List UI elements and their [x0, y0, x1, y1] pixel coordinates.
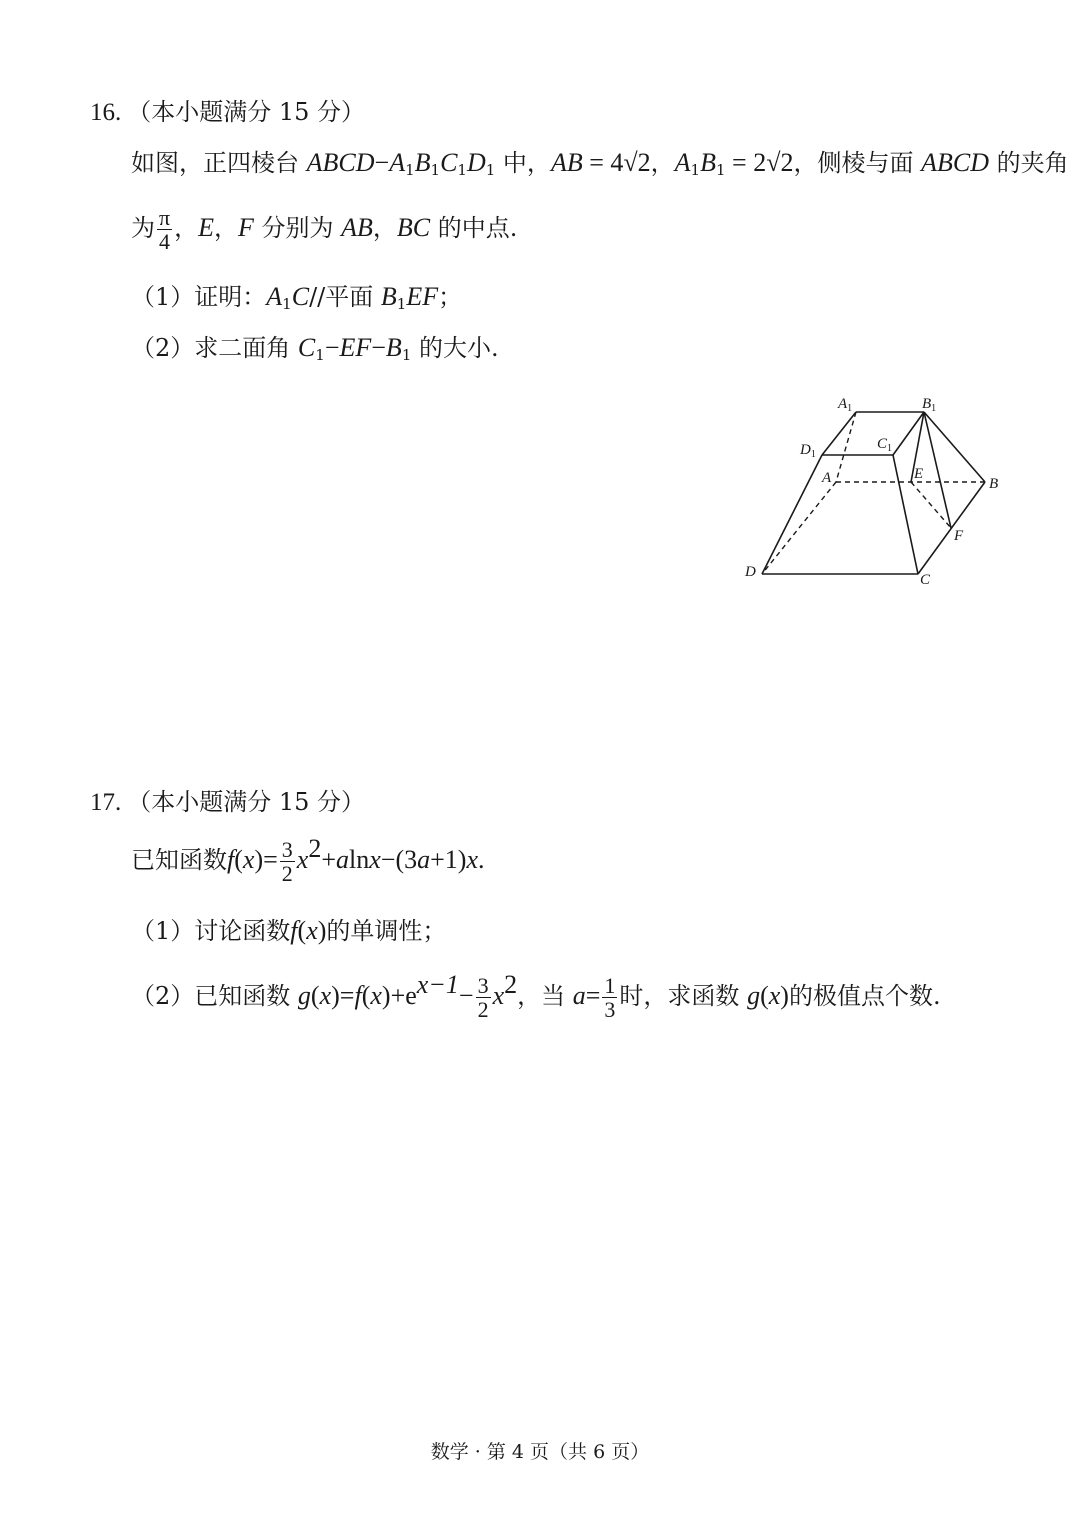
- frustum-edges: [762, 412, 985, 574]
- span: 证明：: [194, 283, 267, 311]
- sub: 1: [396, 295, 407, 313]
- q16-e: E: [198, 213, 214, 243]
- span: 分别为: [253, 214, 342, 243]
- m: g: [747, 981, 761, 1010]
- label-a: A: [822, 470, 832, 486]
- q17-part1: （1）讨论函数f(x)的单调性；: [131, 916, 447, 945]
- label-c1: $C_1$: [877, 436, 893, 454]
- q16-a1: A: [389, 148, 406, 177]
- num: 1: [604, 972, 616, 998]
- q16-stem-text: 如图，正四棱台: [131, 149, 307, 177]
- sub: 1: [282, 295, 292, 313]
- frustum-figure: [730, 385, 1020, 590]
- span: 的极值点个数.: [788, 982, 941, 1010]
- q16-c1: C: [440, 148, 458, 177]
- n: =: [585, 981, 601, 1010]
- m: B: [385, 333, 402, 362]
- m: x: [768, 981, 781, 1010]
- label-d1: $D_1$: [800, 442, 816, 460]
- q17-header: [90, 782, 365, 817]
- label-b: B: [989, 476, 999, 492]
- span: 的中点.: [430, 214, 518, 243]
- span: ，: [174, 214, 199, 243]
- num: 3: [281, 836, 293, 862]
- q16-header: [90, 92, 365, 127]
- n: )+e: [381, 981, 417, 1010]
- n: −: [371, 333, 386, 362]
- q16-number: 16.: [90, 99, 122, 126]
- den: 4: [159, 229, 171, 255]
- m: x: [370, 981, 382, 1010]
- q16-part2: [131, 335, 499, 363]
- edge-cb: [918, 482, 985, 574]
- q16-stem-line1: [131, 150, 1069, 178]
- fraction-3-over-2: [280, 838, 295, 885]
- edge-d1a1: [822, 412, 856, 455]
- span: 讨论函数: [194, 917, 291, 945]
- n: −: [324, 333, 340, 362]
- n: +: [321, 845, 336, 874]
- q16-plane: ABCD: [921, 148, 990, 177]
- q16-stem2-text: 为: [131, 214, 155, 243]
- segment-b1f: [924, 412, 951, 528]
- fraction-pi-over-4: [157, 206, 172, 253]
- n: −: [458, 981, 474, 1010]
- q16-two: 2: [753, 148, 767, 177]
- q16-comma: ，: [650, 149, 675, 177]
- q16-four: 4: [610, 148, 624, 177]
- span: 求二面角: [194, 334, 298, 362]
- m: C: [291, 282, 310, 311]
- q16-part2-label: （2）: [131, 334, 195, 362]
- sub: 1: [430, 161, 441, 179]
- q16-base-label: ABCD: [306, 148, 375, 177]
- q16-d1: D: [466, 148, 486, 177]
- q16-f: F: [238, 213, 254, 243]
- n: +1): [430, 845, 467, 874]
- edge-ad-hidden: [762, 482, 836, 574]
- sub: 1: [405, 161, 415, 179]
- m: A: [266, 282, 283, 311]
- m: x−1: [416, 970, 459, 999]
- n: .: [477, 845, 485, 874]
- m: x: [369, 845, 381, 874]
- q16-stem-text2: 中，: [495, 149, 551, 177]
- q17-part1-label: （1）: [131, 917, 195, 945]
- m: f: [354, 981, 362, 1010]
- m: x: [319, 981, 332, 1010]
- q16-sqrt2b: √2: [766, 148, 794, 177]
- q17-part2-label: （2）: [131, 982, 195, 1010]
- m: x: [296, 845, 309, 874]
- q16-part1-label: （1）: [131, 283, 195, 311]
- m: f: [227, 845, 235, 874]
- m: EF: [339, 333, 372, 362]
- num: 3: [477, 972, 489, 998]
- den: 2: [477, 997, 489, 1022]
- m: BC: [396, 213, 431, 243]
- q17-stem: 已知函数f(x)= $\frac{3}{2}$ $x^2+alnx-(3a+1)x$.: [131, 834, 485, 886]
- span: 时，求函数: [619, 982, 748, 1010]
- span: ，: [214, 214, 238, 243]
- m: x: [492, 981, 505, 1010]
- span: 的单调性；: [326, 917, 447, 945]
- sub: 1: [485, 161, 496, 179]
- q16-a1b1-b: B: [700, 148, 716, 177]
- q16-stem-text4: 的夹角: [989, 149, 1069, 177]
- n: )=: [331, 981, 355, 1010]
- sub: 1: [401, 346, 412, 364]
- edge-b1b: [924, 412, 985, 482]
- q16-b1: B: [414, 148, 431, 177]
- q16-part1: [131, 284, 462, 312]
- n: 2: [308, 834, 322, 863]
- m: x: [466, 845, 478, 874]
- n: −(3: [380, 845, 418, 874]
- sub: 1: [690, 161, 701, 179]
- label-f: F: [954, 528, 964, 544]
- sub: 1: [315, 346, 325, 364]
- label-b1: $B_1$: [922, 396, 937, 414]
- q17-score: （本小题满分 15 分）: [127, 788, 366, 816]
- label-a1: $A_1$: [838, 396, 853, 414]
- num: π: [159, 205, 171, 230]
- page-footer: 数学 · 第 4 页（共 6 页）: [430, 1441, 650, 1463]
- q16-stem-text3: ，侧棱与面: [793, 149, 922, 177]
- q16-eq2: =: [725, 148, 754, 177]
- span: 已知函数: [131, 846, 227, 874]
- m: a: [572, 981, 586, 1010]
- q17-part2: （2）已知函数 $g(x)=f(x)+e^{x-1}-$ $\frac{3}{2}$ $x^2$，当 a= $\frac{1}{3}$ 时，求函数 g(x)的极值点个数.: [131, 970, 941, 1022]
- m: a: [417, 845, 431, 874]
- vertex-labels: [744, 396, 998, 588]
- hidden-edges: [762, 412, 985, 574]
- span: ，: [372, 214, 397, 243]
- m: a: [336, 845, 349, 874]
- label-e: E: [914, 466, 924, 482]
- m: g: [297, 981, 311, 1010]
- sub: 1: [715, 161, 726, 179]
- m: B: [380, 282, 397, 311]
- edge-a1a-hidden: [836, 412, 856, 482]
- m: EF: [406, 282, 439, 311]
- q16-sqrt2: √2: [623, 148, 651, 177]
- m: x: [242, 845, 255, 874]
- span: ，当: [517, 982, 573, 1010]
- fraction-1-over-3: [602, 974, 617, 1021]
- q16-a1b1-a: A: [674, 148, 691, 177]
- q16-dash: −: [374, 148, 390, 177]
- span: ；: [438, 283, 463, 311]
- q16-stem-line2: [131, 206, 517, 253]
- span: 已知函数: [194, 982, 298, 1010]
- sub: 1: [457, 161, 467, 179]
- m: C: [297, 333, 316, 362]
- fraction-3-over-2-b: [476, 974, 491, 1021]
- n: 2: [504, 970, 518, 999]
- span: 的大小.: [411, 334, 499, 362]
- m: x: [306, 916, 318, 945]
- n: )=: [254, 845, 278, 874]
- n: ln: [349, 845, 370, 874]
- q16-score: （本小题满分 15 分）: [127, 98, 366, 126]
- label-d: D: [745, 564, 756, 580]
- m: f: [290, 916, 298, 945]
- q16-eq: =: [582, 148, 611, 177]
- label-c: C: [920, 572, 931, 588]
- edge-d1d: [762, 455, 822, 574]
- q16-ab: AB: [550, 148, 583, 177]
- span: //平面: [309, 283, 381, 311]
- den: 2: [281, 861, 293, 886]
- den: 3: [604, 997, 616, 1022]
- q17-number: 17.: [90, 789, 122, 816]
- m: AB: [341, 213, 373, 243]
